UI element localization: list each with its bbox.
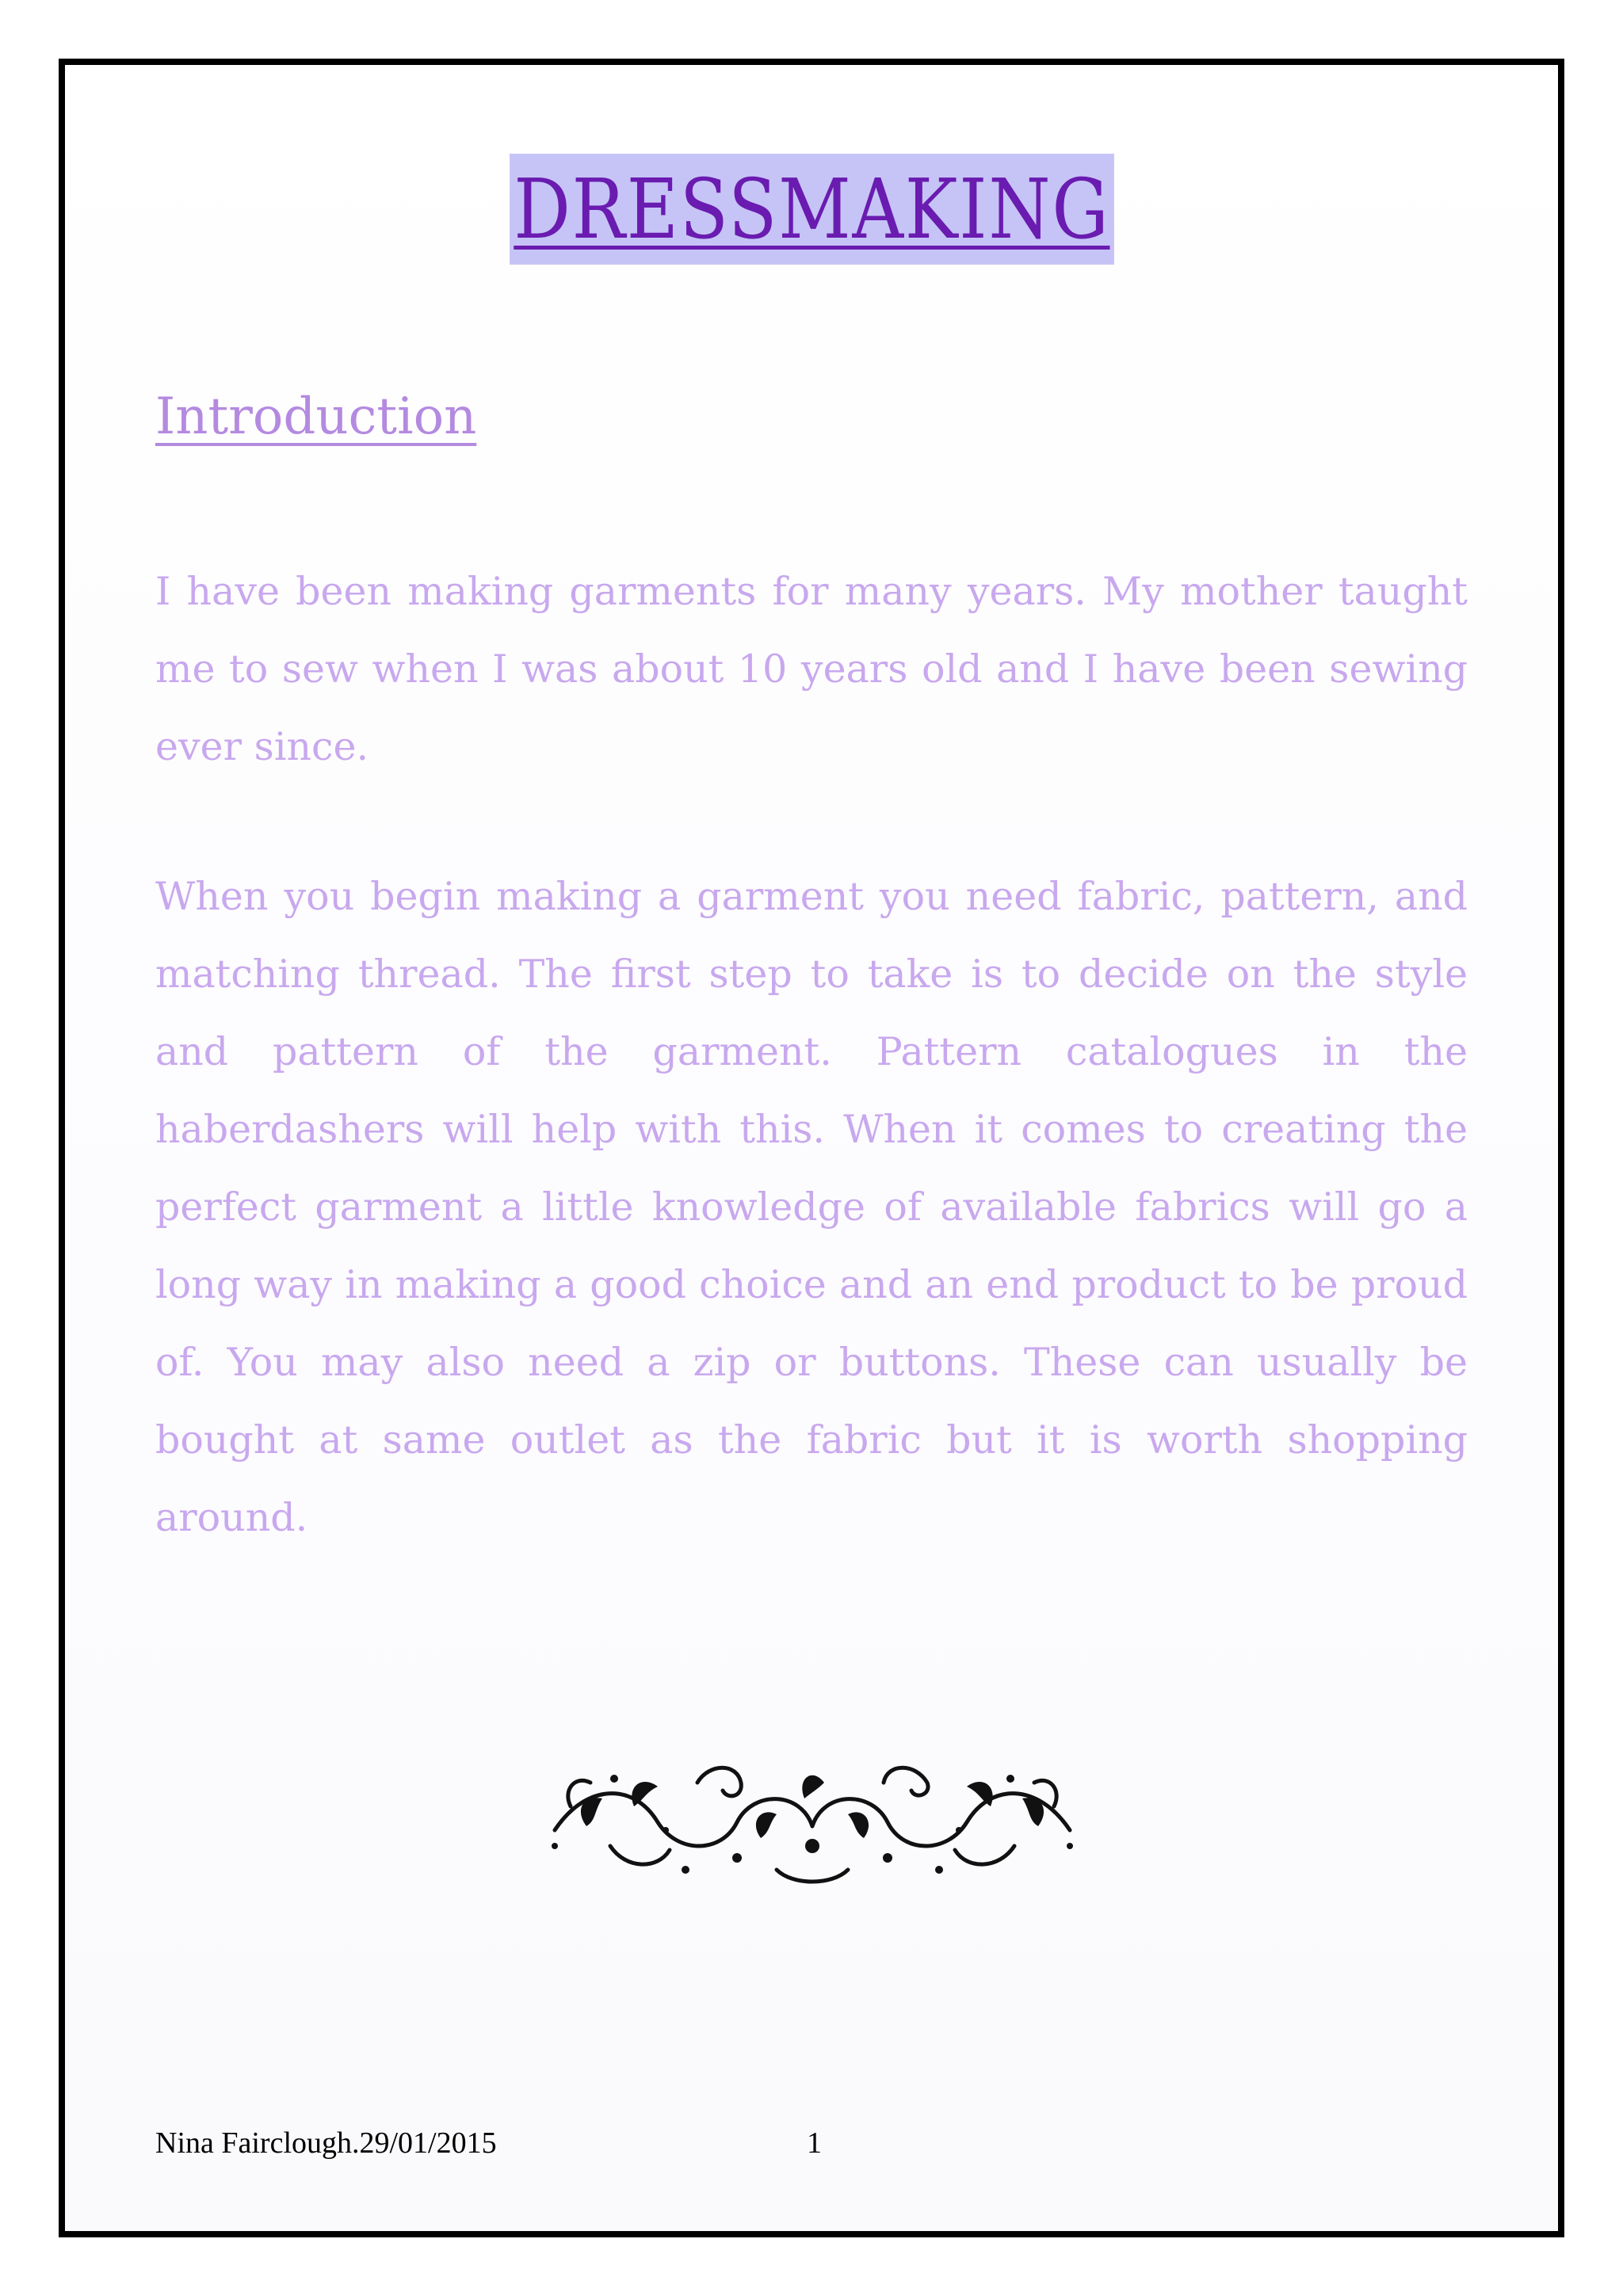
page-number: 1	[807, 2126, 822, 2160]
paragraph-materials: When you begin making a garment you need fabric, pattern, and matching thread. The first step to take is to decide on the style and pattern of the garment. Pattern catalogues in the haberdashers will help with this. When it comes to creating the perfect garment a little knowledge of available fabrics will go a long way in making a good choice and an end product to be proud of. You may also need a zip or buttons. These can usually be bought at same outlet as the fabric but it is worth shopping around.	[155, 874, 1468, 1540]
paragraph-intro: I have been making garments for many years. My mother taught me to sew when I was about 10 years old and I have been sewing ever since.	[155, 569, 1468, 769]
decorative-flourish-icon	[539, 1751, 1086, 1894]
footer-author-date: Nina Fairclough.29/01/2015	[155, 2126, 497, 2160]
title-container	[0, 154, 1623, 265]
section-heading: Introduction	[155, 387, 477, 446]
document-title: DRESSMAKING	[510, 154, 1114, 265]
